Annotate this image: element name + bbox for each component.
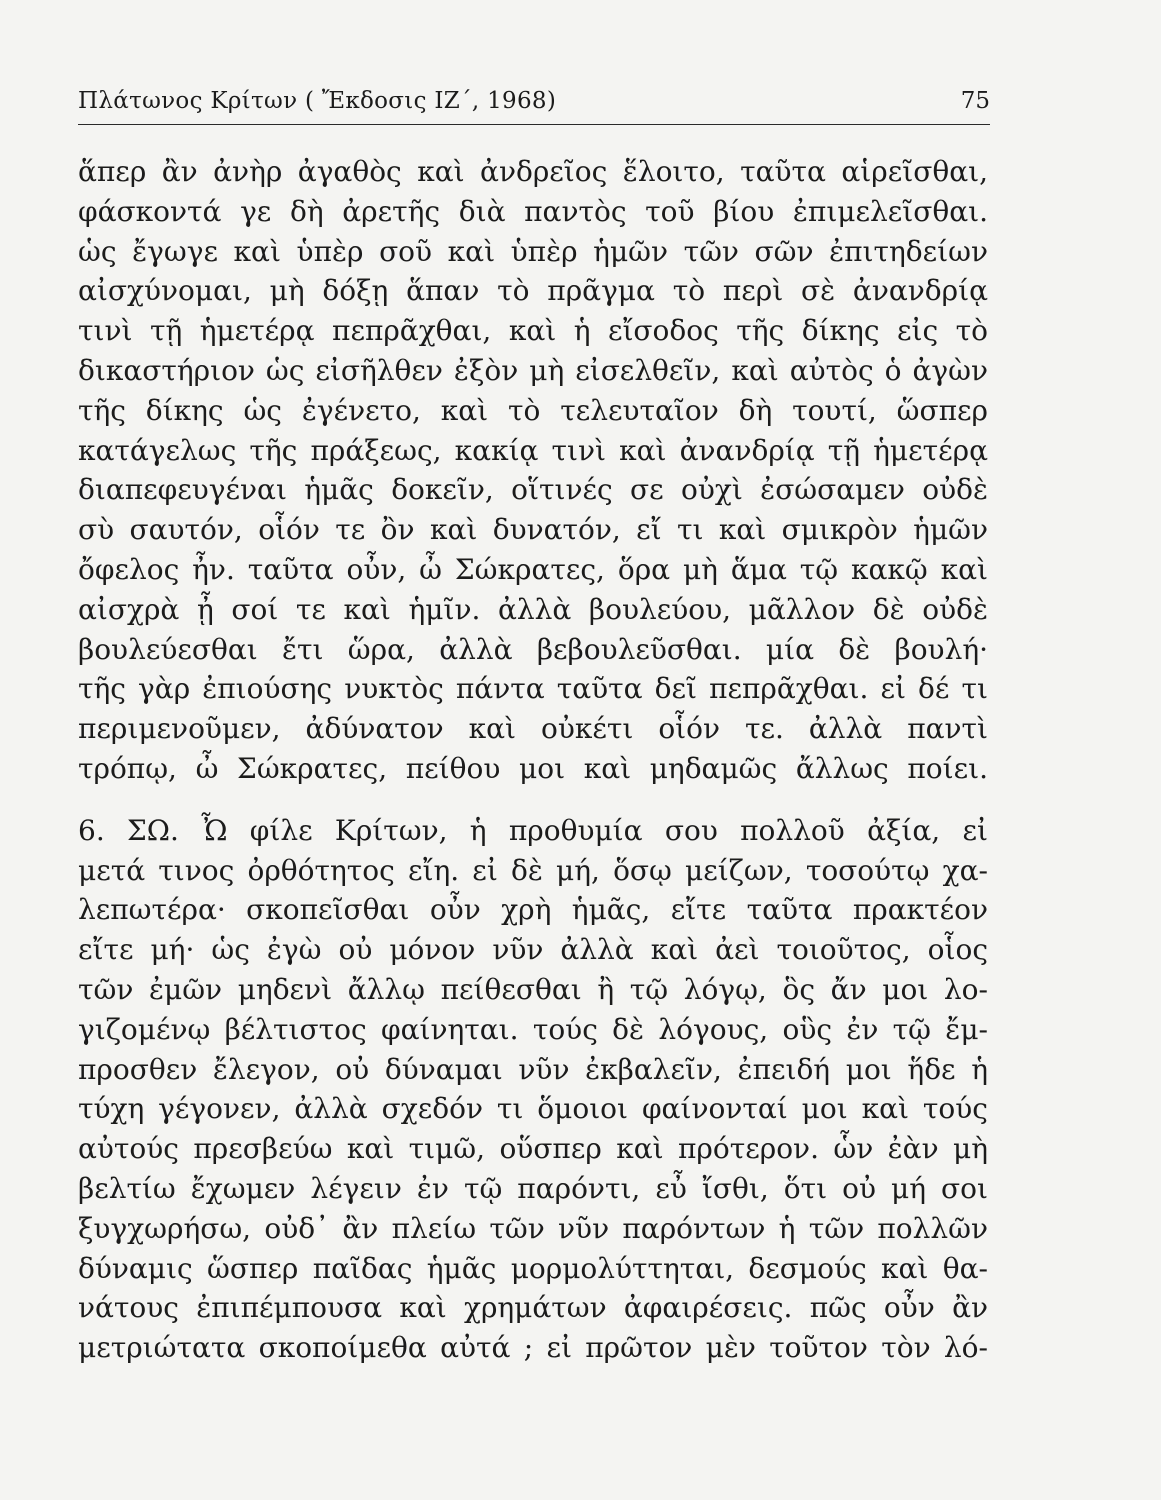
running-head (78, 88, 990, 124)
paragraph-gap (78, 789, 988, 811)
text-line: αἰσχύνομαι, μὴ δόξῃ ἅπαν τὸ πρᾶγμα τὸ περὶ σὲ ἀνανδρίᾳ (78, 274, 988, 308)
text-line: διαπεφευγέναι ἡμᾶς δοκεῖν, οἵτινές σε οὐχὶ ἐσώσαμεν οὐδὲ (78, 473, 988, 507)
text-line: φάσκοντά γε δὴ ἀρετῆς διὰ παντὸς τοῦ βίου ἐπιμελεῖσθαι. (78, 194, 988, 228)
text-line: λεπωτέρα· σκοπεῖσθαι οὖν χρὴ ἡμᾶς, εἴτε ταῦτα πρακτέον (78, 893, 988, 927)
text-line: ξυγχωρήσω, οὐδ᾽ ἂν πλείω τῶν νῦν παρόντων ἡ τῶν πολλῶν (78, 1211, 988, 1245)
text-line: δύναμις ὥσπερ παῖδας ἡμᾶς μορμολύττηται, δεσμούς καὶ θα- (78, 1251, 988, 1285)
text-line: νάτους ἐπιπέμπουσα καὶ χρημάτων ἀφαιρέσεις. πῶς οὖν ἂν (78, 1291, 988, 1325)
running-title: Πλάτωνος Κρίτων ( Ἔκδοσις ΙΖ΄, 1968) (78, 88, 557, 114)
text-line: αἰσχρὰ ᾖ σοί τε καὶ ἡμῖν. ἀλλὰ βουλεύου, μᾶλλον δὲ οὐδὲ (78, 592, 988, 626)
text-line: τῆς γὰρ ἐπιούσης νυκτὸς πάντα ταῦτα δεῖ πεπρᾶχθαι. εἰ δέ τι (78, 672, 988, 706)
text-line: κατάγελως τῆς πράξεως, κακίᾳ τινὶ καὶ ἀνανδρίᾳ τῇ ἡμετέρᾳ (78, 433, 988, 467)
text-line: σὺ σαυτόν, οἷόν τε ὂν καὶ δυνατόν, εἴ τι καὶ σμικρὸν ἡμῶν (78, 513, 988, 547)
text-line: 6. ΣΩ. Ὦ φίλε Κρίτων, ἡ προθυμία σου πολλοῦ ἀξία, εἰ (78, 813, 988, 847)
text-line: γιζομένῳ βέλτιστος φαίνηται. τούς δὲ λόγους, οὓς ἐν τῷ ἔμ- (78, 1012, 988, 1046)
body-text (78, 152, 988, 1368)
text-line: τῶν ἐμῶν μηδενὶ ἄλλῳ πείθεσθαι ἢ τῷ λόγῳ, ὃς ἄν μοι λο- (78, 972, 988, 1006)
text-line: εἴτε μή· ὡς ἐγὼ οὐ μόνον νῦν ἀλλὰ καὶ ἀεὶ τοιοῦτος, οἷος (78, 933, 988, 967)
text-line: προσθεν ἔλεγον, οὐ δύναμαι νῦν ἐκβαλεῖν, ἐπειδή μοι ἥδε ἡ (78, 1052, 988, 1086)
text-line: τῆς δίκης ὡς ἐγένετο, καὶ τὸ τελευταῖον δὴ τουτί, ὥσπερ (78, 393, 988, 427)
text-line: μετά τινος ὀρθότητος εἴη. εἰ δὲ μή, ὅσῳ μείζων, τοσούτῳ χα- (78, 853, 988, 887)
text-line: ὄφελος ἦν. ταῦτα οὖν, ὦ Σώκρατες, ὅρα μὴ ἅμα τῷ κακῷ καὶ (78, 552, 988, 586)
page-number: 75 (960, 88, 990, 114)
text-line: μετριώτατα σκοποίμεθα αὐτά ; εἰ πρῶτον μὲν τοῦτον τὸν λό- (78, 1331, 988, 1365)
text-line: βουλεύεσθαι ἔτι ὥρα, ἀλλὰ βεβουλεῦσθαι. μία δὲ βουλή· (78, 632, 988, 666)
text-line: ἅπερ ἂν ἀνὴρ ἀγαθὸς καὶ ἀνδρεῖος ἕλοιτο, ταῦτα αἱρεῖσθαι, (78, 155, 988, 188)
paragraph-1 (78, 152, 988, 789)
header-rule (78, 124, 990, 125)
text-line: περιμενοῦμεν, ἀδύνατον καὶ οὐκέτι οἷόν τε. ἀλλὰ παντὶ (78, 712, 988, 746)
text-line: τρόπῳ, ὦ Σώκρατες, πείθου μοι καὶ μηδαμῶς ἄλλως ποίει. (78, 751, 988, 785)
text-line: ὡς ἔγωγε καὶ ὑπὲρ σοῦ καὶ ὑπὲρ ἡμῶν τῶν σῶν ἐπιτηδείων (78, 234, 988, 268)
paragraph-2 (78, 811, 988, 1368)
text-line: αὐτούς πρεσβεύω καὶ τιμῶ, οὕσπερ καὶ πρότερον. ὧν ἐὰν μὴ (78, 1132, 988, 1166)
text-line: τινὶ τῇ ἡμετέρᾳ πεπρᾶχθαι, καὶ ἡ εἴσοδος τῆς δίκης εἰς τὸ (78, 314, 988, 348)
text-line: βελτίω ἔχωμεν λέγειν ἐν τῷ παρόντι, εὖ ἴσθι, ὅτι οὐ μή σοι (78, 1171, 988, 1205)
text-line: τύχη γέγονεν, ἀλλὰ σχεδόν τι ὅμοιοι φαίνονταί μοι καὶ τούς (78, 1092, 988, 1126)
text-line: δικαστήριον ὡς εἰσῆλθεν ἐξὸν μὴ εἰσελθεῖν, καὶ αὐτὸς ὁ ἀγὼν (78, 353, 988, 387)
